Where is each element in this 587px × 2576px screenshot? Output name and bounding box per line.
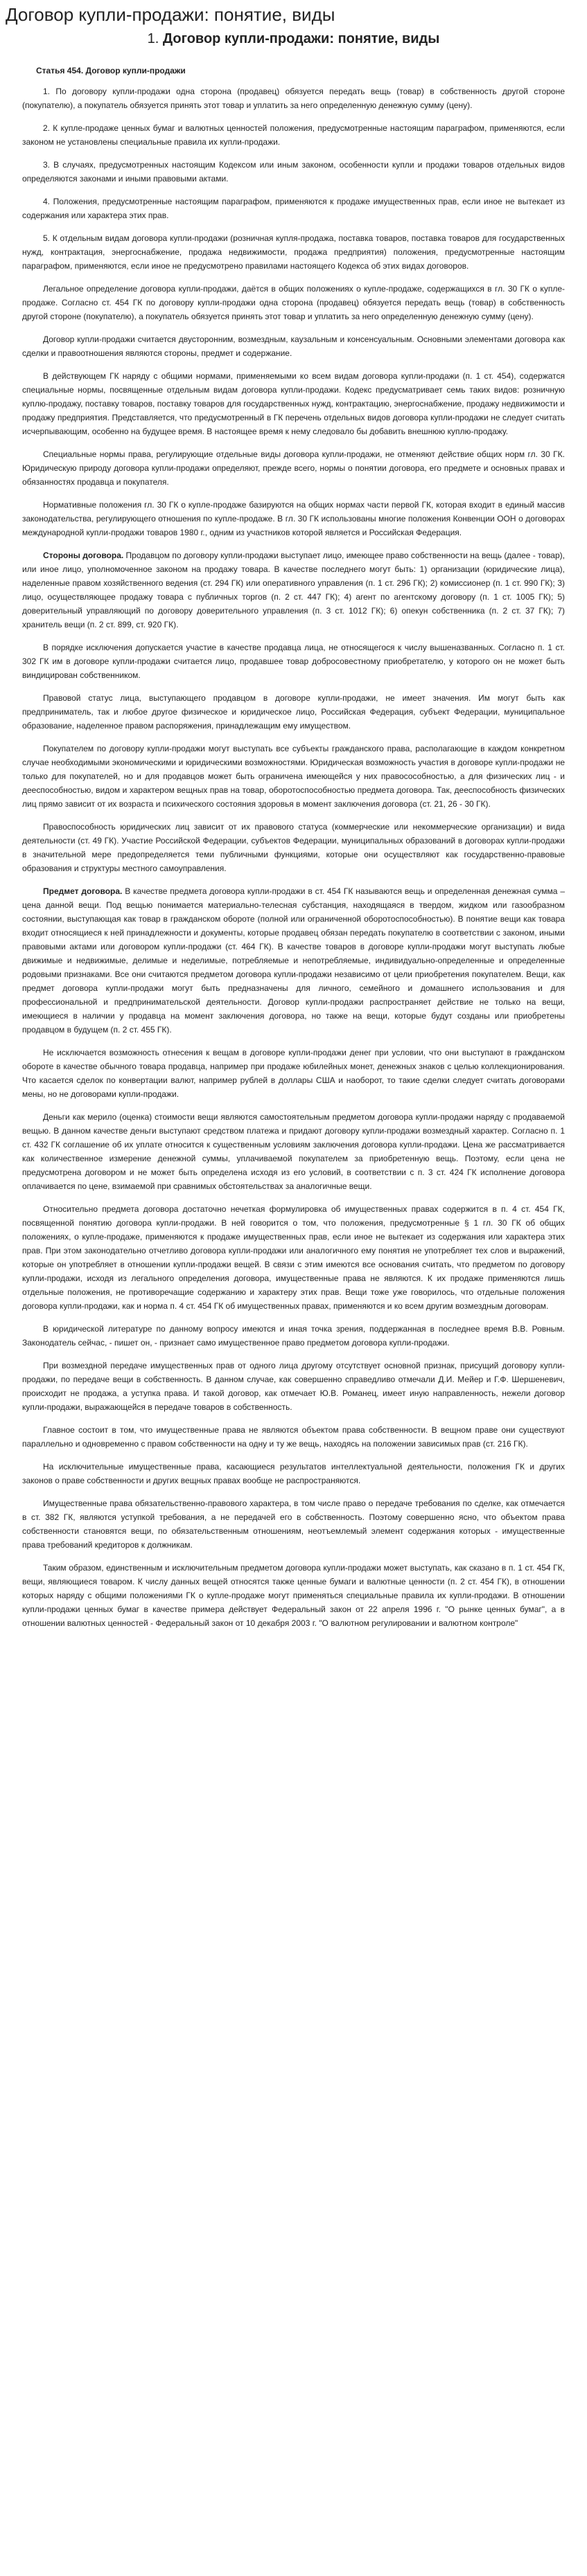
paragraph: Стороны договора. Продавцом по договору купли-продажи выступает лицо, имеющее право собственности на вещь (далее - товар), или иное лицо, уполномоченное законом на продажу товара. В качестве последнего могут быть: 1) организации (юридические лица), наделенные правом хозяйственного ведения (ст. 294 ГК) или оперативного управления (п. 1 ст. 296 ГК); 2) комиссионер (п. 1 ст. 990 ГК); 3) лицо, осуществляющее продажу товара с публичных торгов (п. 2 ст. 447 ГК); 4) агент по агентскому договору (п. 1 ст. 1005 ГК); 5) доверительный управляющий по договору доверительного управления (п. 3 ст. 1012 ГК); 6) опекун собственника (п. 2 ст. 37 ГК); 7) хранитель вещи (п. 2 ст. 899, ст. 920 ГК). bbox=[22, 551, 565, 629]
document-body bbox=[6, 64, 581, 1630]
paragraph: Договор купли-продажи считается двусторонним, возмездным, каузальным и консенсуальным. Основными элементами договора как сделки и правоотношения являются стороны, предмет и содержание. bbox=[22, 334, 565, 358]
lead-term: Предмет договора. bbox=[43, 886, 123, 896]
paragraph: Имущественные права обязательственно-правового характера, в том числе право о передаче требования по сделке, как отмечается в ст. 382 ГК, являются уступкой требования, а не передачей его в собственность. Поэтому совершенно ясно, что объектом права собственности становятся вещи, по обязательственным отношениям, неотъемлемый элемент содержания которых - имущественные права требований кредиторов к должникам. bbox=[22, 1499, 565, 1550]
section-number: 1. bbox=[147, 31, 159, 46]
paragraph: 1. По договору купли-продажи одна сторона (продавец) обязуется передать вещь (товар) в собственность другой стороне (покупателю), а покупатель обязуется принять этот товар и уплатить за него определенную денежную сумму (цену). bbox=[22, 87, 565, 110]
section-heading bbox=[6, 31, 581, 47]
section-title: Договор купли-продажи: понятие, виды bbox=[162, 31, 440, 46]
paragraph: Правоспособность юридических лиц зависит от их правового статуса (коммерческие или некоммерческие организации) и вида деятельности (ст. 49 ГК). Участие Российской Федерации, субъектов Федерации, муниципальных образований в договорах купли-продажи в значительной мере предопределяется теми публичными функциями, которые они осуществляют как государственно-правовые образования и структуры местного самоуправления. bbox=[22, 822, 565, 873]
lead-term: Стороны договора. bbox=[43, 551, 124, 560]
paragraph: 2. К купле-продаже ценных бумаг и валютных ценностей положения, предусмотренные настоящим параграфом, применяются, если законом не установлены специальные правила их купли-продажи. bbox=[22, 123, 565, 147]
paragraph: 3. В случаях, предусмотренных настоящим Кодексом или иным законом, особенности купли и продажи товаров отдельных видов определяются законами и иными правовыми актами. bbox=[22, 160, 565, 184]
paragraph: На исключительные имущественные права, касающиеся результатов интеллектуальной деятельности, положения ГК и других законов о праве собственности и других вещных правах вообще не распространяются. bbox=[22, 1462, 565, 1485]
paragraph: Покупателем по договору купли-продажи могут выступать все субъекты гражданского права, располагающие в каждом конкретном случае необходимыми экономическими и юридическими возможностями. Юридическая возможность участия в договоре купли-продажи не только для покупателей, но и для продавцов может быть ограничена имеющейся у них правосособностью, а для физических лиц - и дееспособностью, видом и характером вещных прав на товар, оборотоспособностью предмета договора. Так, дееспособность физических лиц прямо зависит от их возраста и психического состояния здоровья в момент заключения договора (ст. 21, 26 - 30 ГК). bbox=[22, 744, 565, 809]
paragraph: Таким образом, единственным и исключительным предметом договора купли-продажи может выступать, как сказано в п. 1 ст. 454 ГК, вещи, являющиеся товаром. К числу данных вещей относятся также ценные бумаги и валютные ценности (п. 2 ст. 454 ГК), в отношении которых наряду с общими положениями ГК о купле-продаже могут применяться специальные правила их купли-продажи. В отношении купли-продажи ценных бумаг в качестве примера действует Федеральный закон от 22 апреля 1996 г. "О рынке ценных бумаг", а в отношении валютных ценностей - Федеральный закон от 10 декабря 2003 г. "О валютном регулировании и валютном контроле" bbox=[22, 1563, 565, 1628]
paragraph: При возмездной передаче имущественных прав от одного лица другому отсутствует основной признак, присущий договору купли-продажи, по передаче вещи в собственность. В данном случае, как совершенно справедливо отмечали Д.И. Мейер и Г.Ф. Шершеневич, происходит не продажа, а уступка права. И такой договор, как отмечает Ю.В. Романец, имеет иную направленность, нежели договор купли-продажи, выражающейся в передаче товаров в собственность. bbox=[22, 1361, 565, 1412]
paragraph: 5. К отдельным видам договора купли-продажи (розничная купля-продажа, поставка товаров, поставка товаров для государственных нужд, контрактация, энергоснабжение, продажа недвижимости, продажа предприятия) положения, предусмотренные настоящим параграфом, применяются, если иное не предусмотрено правилами настоящего Кодекса об этих видах договоров. bbox=[22, 233, 565, 271]
paragraph: Нормативные положения гл. 30 ГК о купле-продаже базируются на общих нормах части первой ГК, которая входит в единый массив законодательства, регулирующего отношения по купле-продаже. В гл. 30 ГК использованы многие положения Конвенции ООН о договорах международной купли-продажи товаров 1980 г., одним из участников которой является и Российская Федерация. bbox=[22, 500, 565, 537]
paragraph: Главное состоит в том, что имущественные права не являются объектом права собственности. В вещном праве они существуют параллельно и одновременно с правом собственности на одну и ту же вещь, находясь на положении зависимых прав (ст. 216 ГК). bbox=[22, 1425, 565, 1449]
paragraph: Правовой статус лица, выступающего продавцом в договоре купли-продажи, не имеет значения. Им могут быть как предприниматель, так и любое другое физическое и юридическое лицо, Российская Федерация, субъект Федерации, муниципальное образование, наделенное правом распоряжения, принадлежащим ему имуществом. bbox=[22, 693, 565, 731]
article-heading: Статья 454. Договор купли-продажи bbox=[36, 66, 186, 75]
paragraph: Относительно предмета договора достаточно нечеткая формулировка об имущественных правах содержится в п. 4 ст. 454 ГК, посвященной понятию договора купли-продажи. В ней говорится о том, что положения, предусмотренные § 1 гл. 30 ГК об общих положениях, о купле-продаже, применяются к продаже имущественных прав, если иное не вытекает из содержания или характера этих прав. При этом законодательно отчетливо договора купли-продажи или аналогичного ему понятия не употребляет тех слов и выражений, которые он употребляет в отношении купли-продажи вещей. В связи с этим имеются все основания считать, что предметом по договору купли-продажи, исходя из легального определения договора, имущественные права не являются. К их продаже применяются лишь отдельные положения, не противоречащие содержанию и характеру этих прав. Вещи тоже уже говорилось, что отдельные положения договора купли-продажи, как и норма п. 4 ст. 454 ГК об имущественных правах, применяются и ко всем другим возмездным договорам. bbox=[22, 1204, 565, 1311]
paragraph: Деньги как мерило (оценка) стоимости вещи являются самостоятельным предметом договора купли-продажи наряду с продаваемой вещью. В данном качестве деньги выступают средством платежа и придают договору купли-продажи возмездный характер. Согласно п. 1 ст. 432 ГК соглашение об их уплате относится к существенным условиям заключения договора купли-продажи. Цена же рассматривается как количественное измерение денежной суммы, уплачиваемой покупателем за приобретенную вещь. Поэтому, если цена не предусмотрена договором и не может быть определена исходя из его условий, в соответствии с п. 3 ст. 424 ГК исполнение договора оплачивается по цене, взимаемой при сравнимых обстоятельствах за аналогичные вещи. bbox=[22, 1112, 565, 1191]
paragraph: Предмет договора. В качестве предмета договора купли-продажи в ст. 454 ГК называются вещь и определенная денежная сумма – цена данной вещи. Под вещью понимается материально-телесная субстанция, находящаяся в твердом, жидком или газообразном состоянии, выступающая как товар в гражданском обороте (полной или ограниченной оборотоспособностью). В понятие вещи как товара входит относящиеся к ней принадлежности и документы, которые продавец обязан передать покупателю в соответствии с законом, иными правовыми актами или договором купли-продажи (ст. 464 ГК). В качестве товаров в договоре купли-продажи могут выступать любые движимые и недвижимые, делимые и неделимые, потребляемые и непотребляемые, индивидуально-определенные и определенные родовыми признаками. Все они считаются предметом договора купли-продажи независимо от цели приобретения покупателем. Вещи, как предмет договора купли-продажи могут быть предназначены для личного, семейного и домашнего использования и для профессиональной и предпринимательской деятельности. Договор купли-продажи распространяет действие не только на вещи, имеющиеся в наличии у продавца на момент заключения договора, но также на вещи, которые будут созданы или приобретены продавцом в будущем (п. 2 ст. 455 ГК). bbox=[22, 886, 566, 1035]
paragraph: 4. Положения, предусмотренные настоящим параграфом, применяются к продаже имущественных прав, если иное не вытекает из содержания или характера этих прав. bbox=[22, 197, 565, 220]
page-title: Договор купли-продажи: понятие, виды bbox=[6, 4, 335, 25]
paragraph: Специальные нормы права, регулирующие отдельные виды договора купли-продажи, не отменяют действие общих норм гл. 30 ГК. Юридическую природу договора купли-продажи определяют, прежде всего, нормы о понятии договора, его предмете и основных правах и обязанностях продавца и покупателя. bbox=[22, 449, 565, 487]
paragraph: Не исключается возможность отнесения к вещам в договоре купли-продажи денег при условии, что они выступают в гражданском обороте в качестве обычного товара продавца, например при продаже юбилейных монет, денежных знаков с целью коллекционирования. Что касается сделок по конвертации валют, например рублей в доллары США и наоборот, то такие сделки следует считать договорами мены, но не договорами купли-продажи. bbox=[22, 1048, 565, 1099]
paragraph: В юридической литературе по данному вопросу имеются и иная точка зрения, поддержанная в последнее время В.В. Ровным. Законодатель сейчас, - пишет он, - признает само имущественное право предметом договора купли-продажи. bbox=[22, 1324, 565, 1348]
paragraph: Легальное определение договора купли-продажи, даётся в общих положениях о купле-продаже, содержащихся в гл. 30 ГК о купле-продаже. Согласно ст. 454 ГК по договору купли-продажи одна сторона (продавец) обязуется передать вещь (товар) в собственность другой стороне (покупателю), а покупатель обязуется принять этот товар и уплатить за него определенную денежную сумму (цену). bbox=[22, 284, 565, 321]
paragraph-list bbox=[22, 84, 565, 1630]
paragraph: В действующем ГК наряду с общими нормами, применяемыми ко всем видам договора купли-продажи (п. 1 ст. 454), содержатся специальные нормы, посвященные отдельным видам договора купли-продажи. Кодекс предусматривает семь таких видов: розничную куплю-продажу, поставку товаров, поставку товаров для государственных нужд, контрактацию, энергоснабжение, продажу недвижимости и продажу предприятия. Представляется, что предусмотренный в ГК перечень отдельных видов договора купли-продажи не следует считать исчерпывающим, особенно на будущее время. В настоящее время к нему следовало бы добавить внешнюю куплю-продажу. bbox=[22, 371, 565, 436]
paragraph: В порядке исключения допускается участие в качестве продавца лица, не относящегося к числу вышеназванных. Согласно п. 1 ст. 302 ГК им в договоре купли-продажи считается лицо, продавшее товар добросовестному приобретателю, у которого он не может быть виндицирован собственником. bbox=[22, 643, 565, 680]
